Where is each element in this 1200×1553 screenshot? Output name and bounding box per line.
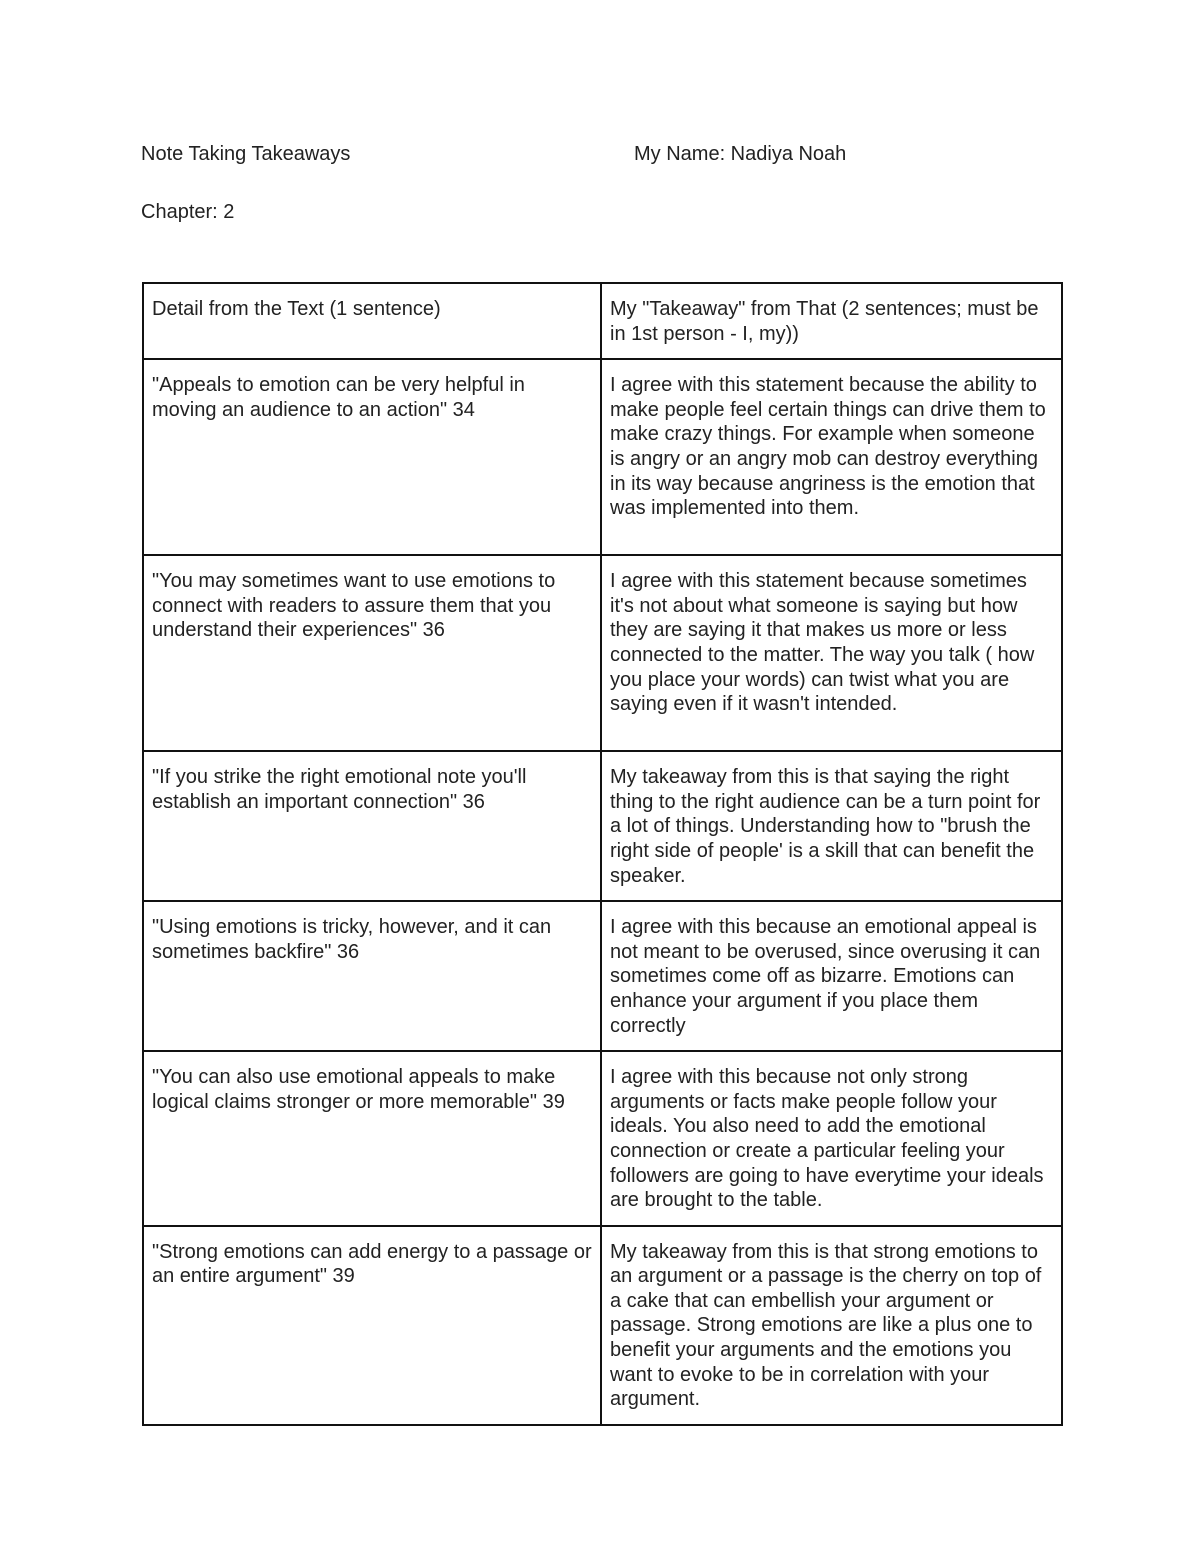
table-row [143, 555, 1062, 751]
header-cell-takeaway: My "Takeaway" from That (2 sentences; must be in 1st person - I, my)) [601, 283, 1062, 359]
table-row [143, 901, 1062, 1051]
document-title: Note Taking Takeaways [141, 143, 351, 165]
takeaway-cell: I agree with this statement because the ability to make people feel certain things can drive them to make crazy things. For example when someone is angry or an angry mob can destroy everything in its way because angriness is the emotion that was implemented into them. [601, 359, 1062, 555]
table-row [143, 751, 1062, 901]
table-row [143, 359, 1062, 555]
notes-table [142, 282, 1063, 1426]
table-row [143, 1226, 1062, 1425]
takeaway-cell: My takeaway from this is that saying the right thing to the right audience can be a turn point for a lot of things. Understanding how to "brush the right side of people' is a skill that can benefit the speaker. [601, 751, 1062, 901]
takeaway-cell: I agree with this because not only strong arguments or facts make people follow your ideals. You also need to add the emotional connection or create a particular feeling your followers are going to have everytime your ideals are brought to the table. [601, 1051, 1062, 1226]
detail-cell: "Appeals to emotion can be very helpful in moving an audience to an action" 34 [143, 359, 601, 555]
detail-cell: "If you strike the right emotional note you'll establish an important connection" 36 [143, 751, 601, 901]
header-cell-detail: Detail from the Text (1 sentence) [143, 283, 601, 359]
takeaway-cell: I agree with this statement because sometimes it's not about what someone is saying but how they are saying it that makes us more or less connected to the matter. The way you talk ( how you place your words) can twist what you are saying even if it wasn't intended. [601, 555, 1062, 751]
detail-cell: "You can also use emotional appeals to make logical claims stronger or more memorable" 39 [143, 1051, 601, 1226]
student-name: My Name: Nadiya Noah [634, 143, 847, 165]
detail-cell: "Strong emotions can add energy to a passage or an entire argument" 39 [143, 1226, 601, 1425]
detail-cell: "Using emotions is tricky, however, and it can sometimes backfire" 36 [143, 901, 601, 1051]
takeaway-cell: I agree with this because an emotional appeal is not meant to be overused, since overusing it can sometimes come off as bizarre. Emotions can enhance your argument if you place them correctly [601, 901, 1062, 1051]
takeaway-cell: My takeaway from this is that strong emotions to an argument or a passage is the cherry on top of a cake that can embellish your argument or passage. Strong emotions are like a plus one to benefit your arguments and the emotions you want to evoke to be in correlation with your argument. [601, 1226, 1062, 1425]
detail-cell: "You may sometimes want to use emotions to connect with readers to assure them that you understand their experiences" 36 [143, 555, 601, 751]
table-header-row [143, 283, 1062, 359]
table-row [143, 1051, 1062, 1226]
chapter-label: Chapter: 2 [141, 201, 235, 223]
